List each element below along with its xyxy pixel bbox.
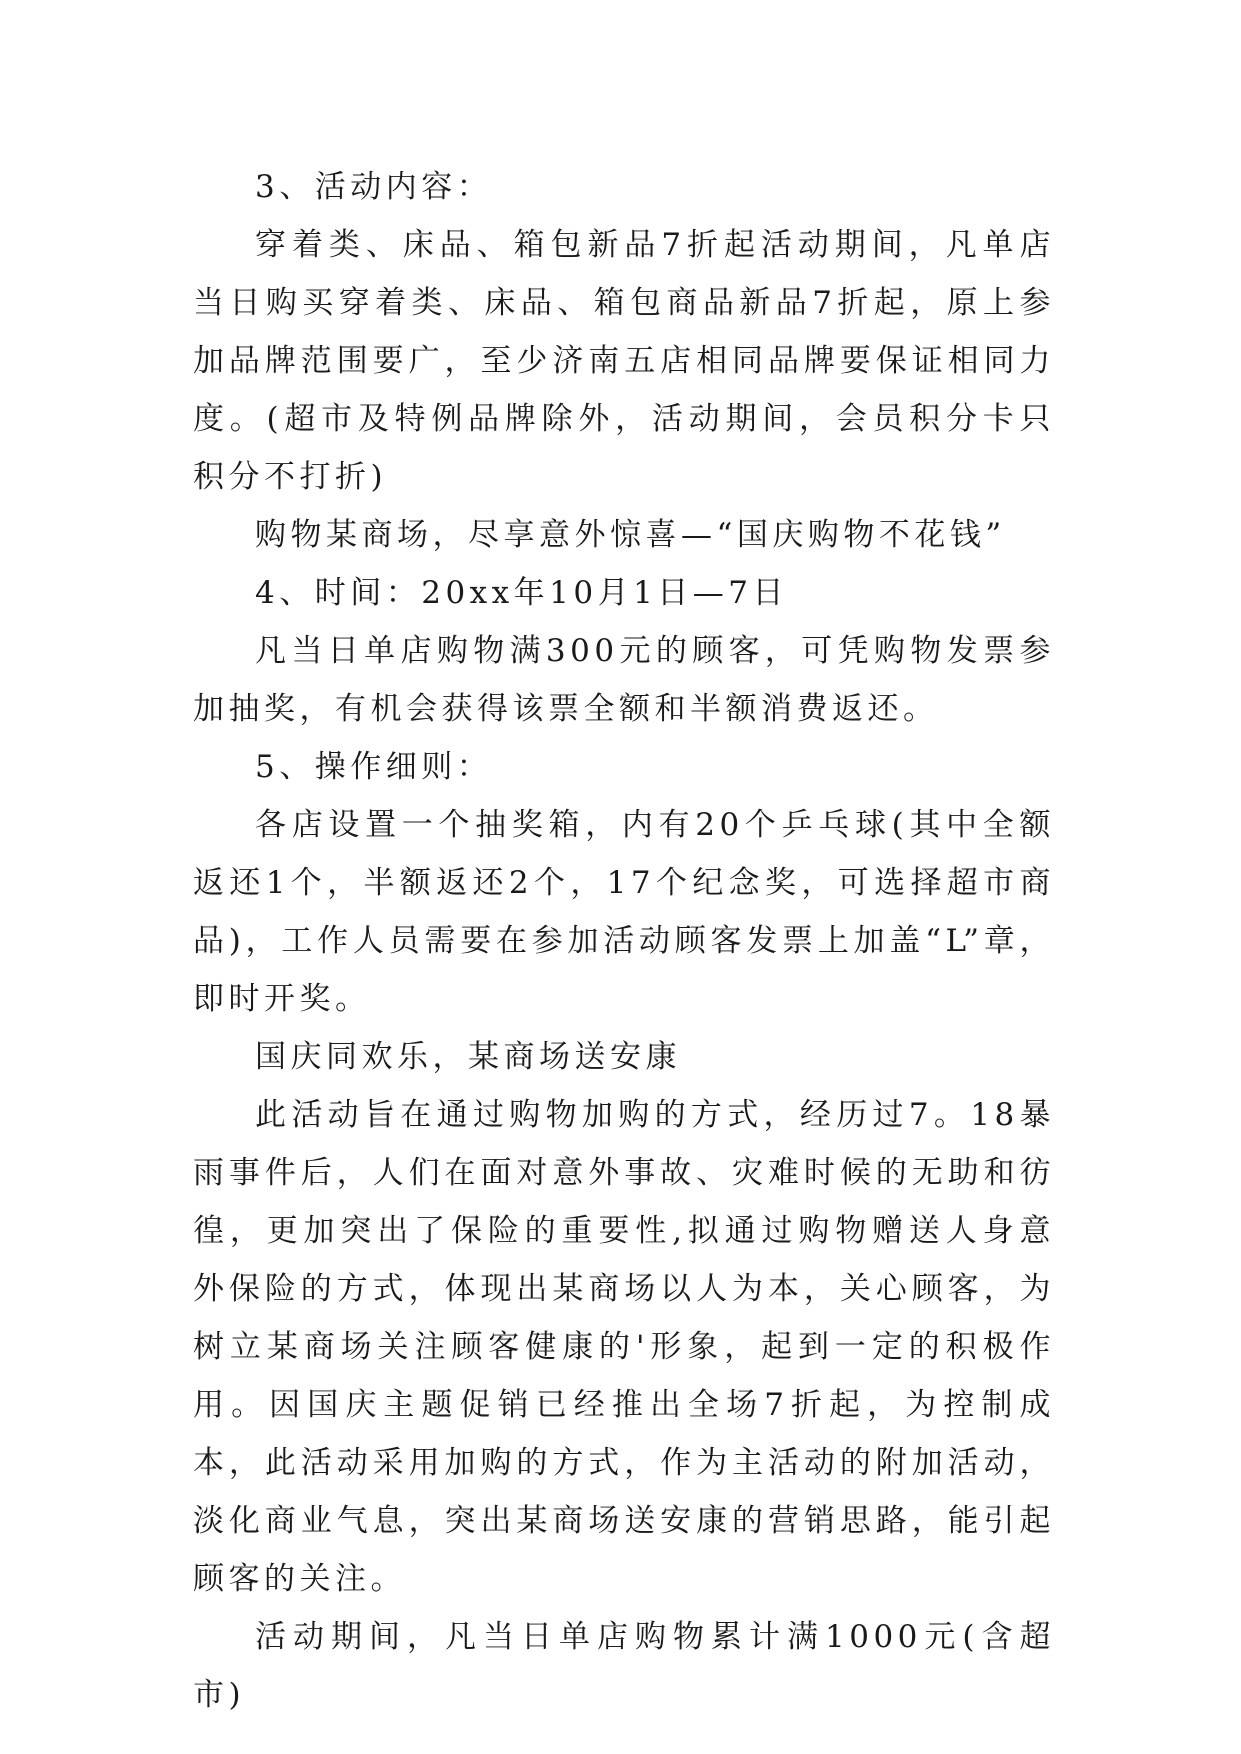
paragraph-activity-content-heading: 3、活动内容： bbox=[255, 169, 493, 205]
paragraph-operation-details: 各店设置一个抽奖箱，内有20个乒乓球(其中全额返还1个，半额返还2个，17个纪念奖，可选择超市商品)，工作人员需要在参加活动顾客发票上加盖“L”章，即时开奖。 bbox=[193, 807, 1055, 1017]
paragraph-lottery-rules: 凡当日单店购物满300元的顾客，可凭购物发票参加抽奖，有机会获得该票全额和半额消费返还。 bbox=[193, 633, 1055, 727]
document-body bbox=[193, 158, 1055, 1724]
paragraph-operation-heading: 5、操作细则： bbox=[255, 749, 493, 785]
paragraph-insurance-rule: 活动期间，凡当日单店购物累计满1000元(含超市) bbox=[193, 1619, 1055, 1713]
paragraph-lottery-title: 购物某商场，尽享意外惊喜—“国庆购物不花钱” bbox=[255, 517, 1006, 553]
paragraph-insurance-purpose: 此活动旨在通过购物加购的方式，经历过7。18暴雨事件后，人们在面对意外事故、灾难时候的无助和彷徨，更加突出了保险的重要性,拟通过购物赠送人身意外保险的方式，体现出某商场以人为本，关心顾客，为树立某商场关注顾客健康的'形象，起到一定的积极作用。因国庆主题促销已经推出全场7折起，为控制成本，此活动采用加购的方式，作为主活动的附加活动，淡化商业气息，突出某商场送安康的营销思路，能引起顾客的关注。 bbox=[193, 1097, 1055, 1597]
paragraph-time: 4、时间：20xx年10月1日—7日 bbox=[255, 575, 789, 611]
paragraph-insurance-title: 国庆同欢乐，某商场送安康 bbox=[255, 1039, 681, 1075]
paragraph-discount-details: 穿着类、床品、箱包新品7折起活动期间，凡单店当日购买穿着类、床品、箱包商品新品7折起，原上参加品牌范围要广，至少济南五店相同品牌要保证相同力度。(超市及特例品牌除外，活动期间，会员积分卡只积分不打折) bbox=[193, 227, 1055, 495]
